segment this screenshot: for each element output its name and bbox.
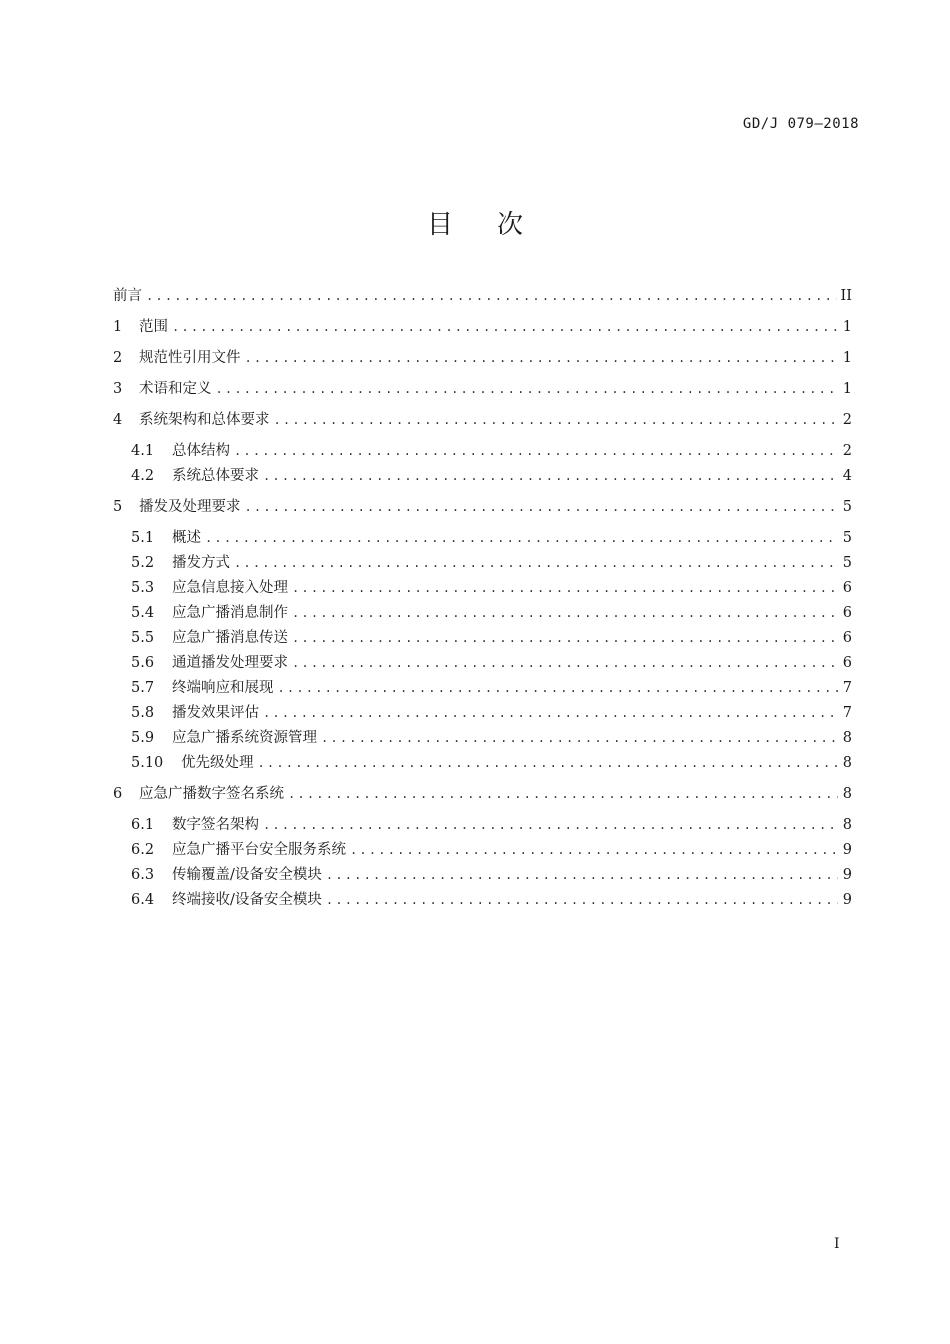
toc-entry-number: 5.6 [131,655,155,671]
table-of-contents [113,287,852,909]
dot-leader [216,380,839,398]
toc-entry-label: 系统总体要求 [172,468,259,484]
dot-leader [321,729,838,747]
toc-entry-page: 6 [842,630,852,646]
toc-entry[interactable] [113,729,852,747]
toc-entry-number: 5.3 [131,580,155,596]
toc-entry[interactable] [113,816,852,834]
toc-entry[interactable] [113,785,852,803]
toc-entry-page: 8 [842,817,852,833]
toc-entry[interactable] [113,754,852,772]
toc-entry[interactable] [113,529,852,547]
toc-entry-label: 通道播发处理要求 [172,655,288,671]
toc-entry[interactable] [113,380,852,398]
dot-leader [263,704,838,722]
toc-entry-label: 播发效果评估 [172,705,259,721]
toc-entry-number: 4.1 [131,443,155,459]
toc-entry-number: 6.3 [131,867,155,883]
toc-entry-label: 应急广播消息传送 [172,630,288,646]
toc-entry[interactable] [113,467,852,485]
document-code: GD/J 079—2018 [742,116,859,132]
toc-entry-page: 5 [842,530,852,546]
toc-entry[interactable] [113,866,852,884]
toc-entry[interactable] [113,841,852,859]
dot-leader [326,866,838,884]
toc-entry-label: 总体结构 [172,443,230,459]
toc-entry[interactable] [113,579,852,597]
toc-entry-page: 9 [842,842,852,858]
toc-entry-label: 应急广播数字签名系统 [139,786,284,802]
toc-entry[interactable] [113,287,852,305]
dot-leader [263,467,838,485]
toc-entry-label: 应急广播系统资源管理 [172,730,317,746]
toc-entry[interactable] [113,654,852,672]
page-title: 目次 [426,210,567,240]
dot-leader [274,411,839,429]
toc-entry-number: 4.2 [131,468,155,484]
dot-leader [292,654,838,672]
toc-entry[interactable] [113,318,852,336]
toc-entry-label: 播发方式 [172,555,230,571]
toc-entry-page: 6 [842,605,852,621]
toc-entry[interactable] [113,629,852,647]
dot-leader [292,604,838,622]
toc-entry-label: 播发及处理要求 [139,499,241,515]
toc-entry-page: 8 [842,730,852,746]
toc-entry-label: 前言 [113,288,142,304]
toc-entry-number: 3 [113,381,123,397]
toc-entry-number: 5.7 [131,680,155,696]
toc-entry-number: 4 [113,412,123,428]
toc-entry-label: 应急广播消息制作 [172,605,288,621]
dot-leader [205,529,838,547]
dot-leader [350,841,838,859]
toc-entry-label: 数字签名架构 [172,817,259,833]
toc-entry-number: 5.2 [131,555,155,571]
dot-leader [234,442,838,460]
toc-entry[interactable] [113,349,852,367]
toc-entry-label: 规范性引用文件 [139,350,241,366]
dot-leader [288,785,838,803]
toc-entry-number: 1 [113,319,123,335]
toc-entry[interactable] [113,679,852,697]
toc-entry-page: 5 [842,555,852,571]
dot-leader [234,554,838,572]
toc-entry-number: 5 [113,499,123,515]
toc-entry-label: 终端响应和展现 [172,680,274,696]
toc-entry-page: 6 [842,655,852,671]
toc-entry-page: 5 [842,499,852,515]
toc-entry-label: 应急信息接入处理 [172,580,288,596]
toc-entry[interactable] [113,498,852,516]
toc-entry[interactable] [113,704,852,722]
toc-entry-number: 6.1 [131,817,155,833]
toc-entry[interactable] [113,604,852,622]
toc-entry-label: 应急广播平台安全服务系统 [172,842,346,858]
toc-entry-label: 概述 [172,530,201,546]
toc-entry-page: 1 [842,381,852,397]
dot-leader [292,579,838,597]
toc-entry-page: 7 [842,705,852,721]
toc-entry-number: 5.8 [131,705,155,721]
toc-entry-label: 范围 [139,319,168,335]
dot-leader [292,629,838,647]
toc-entry-page: 9 [842,867,852,883]
toc-entry-number: 5.4 [131,605,155,621]
toc-entry-page: 9 [842,892,852,908]
toc-entry[interactable] [113,891,852,909]
toc-entry-page: 2 [842,412,852,428]
toc-entry-number: 5.1 [131,530,155,546]
dot-leader [172,318,838,336]
dot-leader [258,754,839,772]
dot-leader [263,816,838,834]
toc-entry[interactable] [113,554,852,572]
toc-entry-page: II [840,288,852,304]
toc-entry-label: 终端接收/设备安全模块 [172,892,322,908]
toc-entry-number: 5.5 [131,630,155,646]
toc-entry-number: 5.9 [131,730,155,746]
toc-entry-page: 8 [842,755,852,771]
toc-entry-page: 6 [842,580,852,596]
toc-entry-number: 6.2 [131,842,155,858]
toc-entry-page: 4 [842,468,852,484]
dot-leader [146,287,837,305]
toc-entry-page: 7 [842,680,852,696]
dot-leader [278,679,839,697]
toc-entry-number: 2 [113,350,123,366]
toc-entry-label: 系统架构和总体要求 [139,412,270,428]
dot-leader [245,498,839,516]
toc-entry-number: 6 [113,786,123,802]
toc-entry-label: 术语和定义 [139,381,212,397]
toc-entry[interactable] [113,442,852,460]
toc-entry-number: 5.10 [131,755,164,771]
toc-entry-page: 8 [842,786,852,802]
toc-entry-page: 1 [842,350,852,366]
toc-entry-number: 6.4 [131,892,155,908]
dot-leader [245,349,839,367]
toc-entry[interactable] [113,411,852,429]
dot-leader [326,891,838,909]
toc-entry-page: 1 [842,319,852,335]
page-number: I [834,1236,840,1252]
toc-entry-label: 优先级处理 [181,755,254,771]
toc-entry-label: 传输覆盖/设备安全模块 [172,867,322,883]
toc-entry-page: 2 [842,443,852,459]
